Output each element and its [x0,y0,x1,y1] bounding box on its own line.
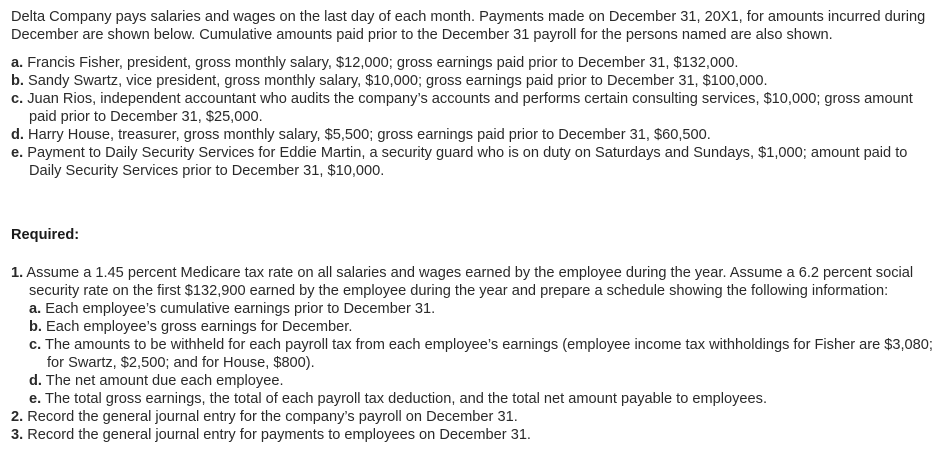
subtask-label: e. [29,391,42,407]
subtask-e [11,390,942,408]
payment-item-e [11,144,942,180]
item-label: b. [11,73,24,89]
task-label: 3. [11,427,24,443]
item-text: Harry House, treasurer, gross monthly salary, $5,500; gross earnings paid prior to December 31, $60,500. [28,127,711,143]
payment-item-a [11,54,942,72]
subtask-text: Each employee’s cumulative earnings prior to December 31. [45,301,436,317]
subtask-text: Each employee’s gross earnings for December. [46,319,353,335]
task-text: Record the general journal entry for payments to employees on December 31. [27,427,531,443]
item-label: a. [11,55,24,71]
required-heading: Required: [11,227,80,243]
subtask-text: The net amount due each employee. [45,373,284,389]
item-text: Juan Rios, independent accountant who audits the company’s accounts and performs certain consulting services, $10,000; gross amount paid prior to December 31, $25,000. [27,91,913,125]
item-label: c. [11,91,24,107]
item-text: Sandy Swartz, vice president, gross monthly salary, $10,000; gross earnings paid prior to December 31, $100,000. [28,73,768,89]
required-task-list [11,264,942,444]
task-3 [11,426,942,444]
subtask-text: The amounts to be withheld for each payroll tax from each employee’s earnings (employee income tax withholdings for Fisher are $3,080; for Swartz, $2,500; and for House, $800). [44,337,933,371]
item-text: Francis Fisher, president, gross monthly salary, $12,000; gross earnings paid prior to December 31, $132,000. [27,55,739,71]
task-text: Assume a 1.45 percent Medicare tax rate on all salaries and wages earned by the employee during the year. Assume a 6.2 percent social security rate on the first $132,900 earned by the employee during the year and prepare a schedule showing the following information: [26,265,914,299]
subtask-d [11,372,942,390]
payment-item-c [11,90,942,126]
task-label: 1. [11,265,24,281]
payment-item-list [11,54,942,180]
subtask-b [11,318,942,336]
payment-item-d [11,126,942,144]
payment-item-b [11,72,942,90]
task-text: Record the general journal entry for the company’s payroll on December 31. [27,409,518,425]
subtask-label: c. [29,337,42,353]
item-label: e. [11,145,24,161]
item-text: Payment to Daily Security Services for Eddie Martin, a security guard who is on duty on Saturdays and Sundays, $1,000; amount paid to Daily Security Services prior to December 31, $10,000. [27,145,908,179]
task-2 [11,408,942,426]
subtask-text: The total gross earnings, the total of each payroll tax deduction, and the total net amount payable to employees. [44,391,768,407]
subtask-label: d. [29,373,42,389]
subtask-label: a. [29,301,42,317]
task-1 [11,264,942,300]
item-label: d. [11,127,24,143]
subtask-label: b. [29,319,42,335]
subtask-a [11,300,942,318]
task-label: 2. [11,409,24,425]
intro-paragraph: Delta Company pays salaries and wages on the last day of each month. Payments made on December 31, 20X1, for amounts incurred during December are shown below. Cumulative amounts paid prior to the December 31 payroll for the persons named are also shown. [11,9,926,43]
subtask-c [11,336,942,372]
